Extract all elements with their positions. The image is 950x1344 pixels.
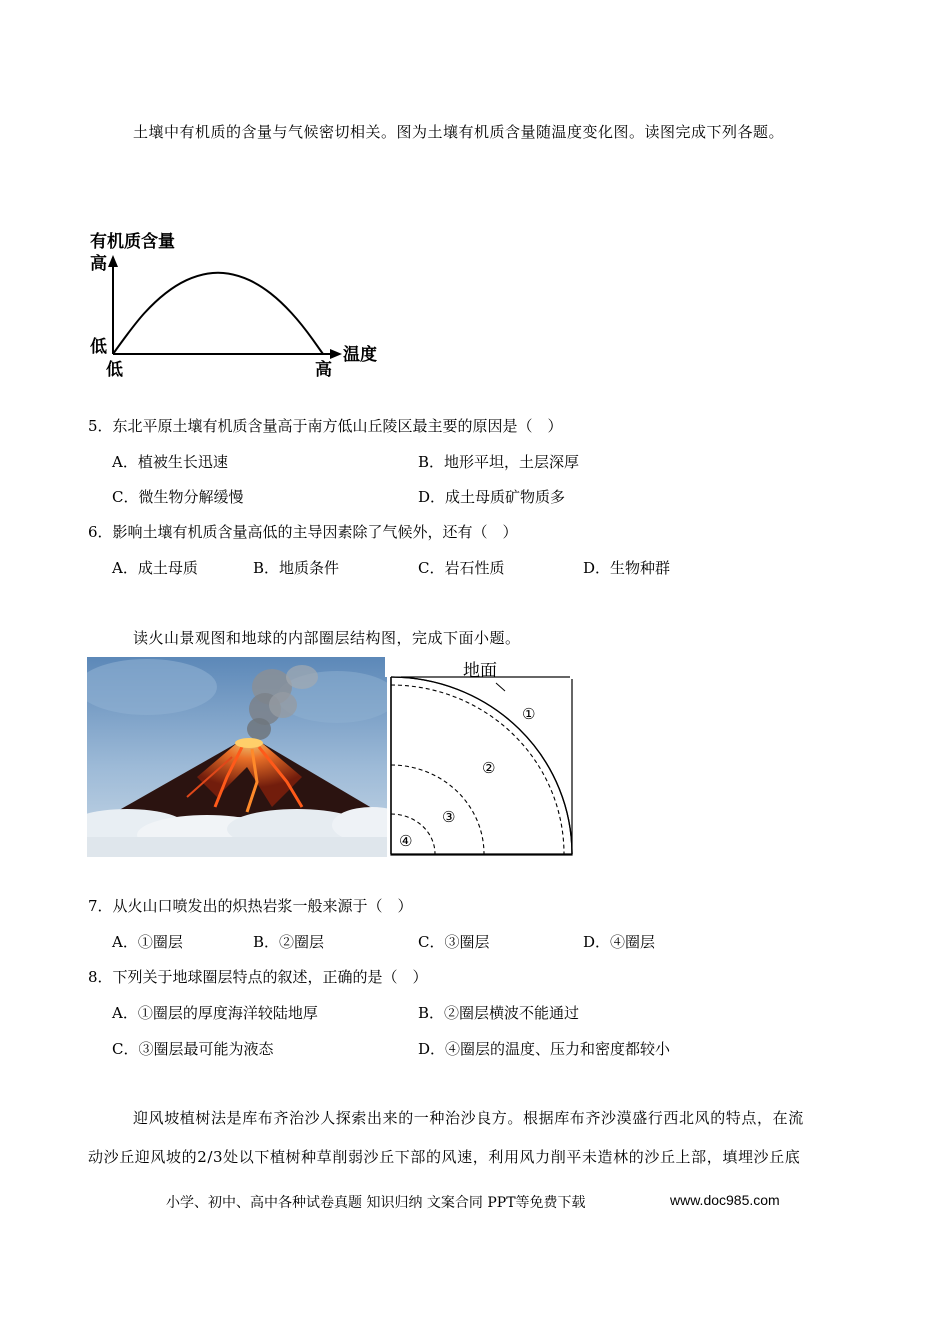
footer-url-link[interactable]: www.doc985.com: [670, 1192, 780, 1208]
question-5-option-d[interactable]: D．成土母质矿物质多: [418, 488, 566, 506]
x-tick-high: 高: [315, 360, 332, 380]
question-7-option-b[interactable]: B．②圈层: [253, 933, 325, 951]
intro-text-volcano: 读火山景观图和地球的内部圈层结构图，完成下面小题。: [133, 629, 521, 647]
question-6-option-c[interactable]: C．岩石性质: [418, 559, 505, 577]
question-7-option-d[interactable]: D．④圈层: [583, 933, 656, 951]
y-axis-arrow: [108, 255, 118, 267]
question-8-option-a[interactable]: A．①圈层的厚度海洋较陆地厚: [112, 1004, 318, 1022]
question-8-option-b[interactable]: B．②圈层横波不能通过: [418, 1004, 580, 1022]
footer-text: 小学、初中、高中各种试卷真题 知识归纳 文案合同 PPT等免费下载: [166, 1195, 586, 1211]
question-6-option-a[interactable]: A．成土母质: [112, 559, 198, 577]
question-7-stem: 7．从火山口喷发出的炽热岩浆一般来源于（ ）: [88, 897, 413, 915]
question-7-option-c[interactable]: C．③圈层: [418, 933, 490, 951]
x-axis-arrow: [330, 349, 342, 359]
layer-label-4: ④: [399, 832, 413, 850]
layer-label-3: ③: [442, 808, 456, 826]
question-5-stem: 5．东北平原土壤有机质含量高于南方低山丘陵区最主要的原因是（ ）: [88, 417, 563, 435]
y-tick-high: 高: [90, 254, 107, 274]
layer-label-1: ①: [522, 705, 536, 723]
earth-layers-diagram: [385, 655, 585, 860]
question-8-stem: 8．下列关于地球圈层特点的叙述，正确的是（ ）: [88, 968, 428, 986]
intro-text-soil: 土壤中有机质的含量与气候密切相关。图为土壤有机质含量随温度变化图。读图完成下列各题。: [133, 123, 785, 141]
y-tick-low: 低: [90, 337, 107, 357]
question-6-option-d[interactable]: D．生物种群: [583, 559, 671, 577]
chart-axes: [108, 255, 342, 359]
moho-arc: [391, 685, 564, 854]
question-6-option-b[interactable]: B．地质条件: [253, 559, 340, 577]
organic-matter-chart: [80, 225, 400, 385]
layer-label-2: ②: [482, 759, 496, 777]
passage-line-2: 动沙丘迎风坡的2/3处以下植树种草削弱沙丘下部的风速，利用风力削平未造林的沙丘上部，填埋沙丘底: [88, 1148, 801, 1166]
question-5-option-a[interactable]: A．植被生长迅速: [112, 453, 228, 471]
question-6-stem: 6．影响土壤有机质含量高低的主导因素除了气候外，还有（ ）: [88, 523, 518, 541]
question-5-option-b[interactable]: B．地形平坦，土层深厚: [418, 453, 580, 471]
surface-label: 地面: [463, 661, 497, 681]
series-line-organic-matter: [113, 273, 323, 354]
question-7-option-a[interactable]: A．①圈层: [112, 933, 183, 951]
volcano-photo: [87, 657, 387, 857]
x-tick-low: 低: [106, 360, 123, 380]
y-axis-label: 有机质含量: [90, 232, 175, 252]
question-5-option-c[interactable]: C．微生物分解缓慢: [112, 488, 244, 506]
question-8-option-d[interactable]: D．④圈层的温度、压力和密度都较小: [418, 1040, 671, 1058]
question-8-option-c[interactable]: C．③圈层最可能为液态: [112, 1040, 274, 1058]
inner-core-arc: [391, 814, 435, 854]
x-axis-label: 温度: [343, 345, 377, 365]
passage-line-1: 迎风坡植树法是库布齐治沙人探索出来的一种治沙良方。根据库布齐沙漠盛行西北风的特点，在流: [133, 1109, 804, 1127]
